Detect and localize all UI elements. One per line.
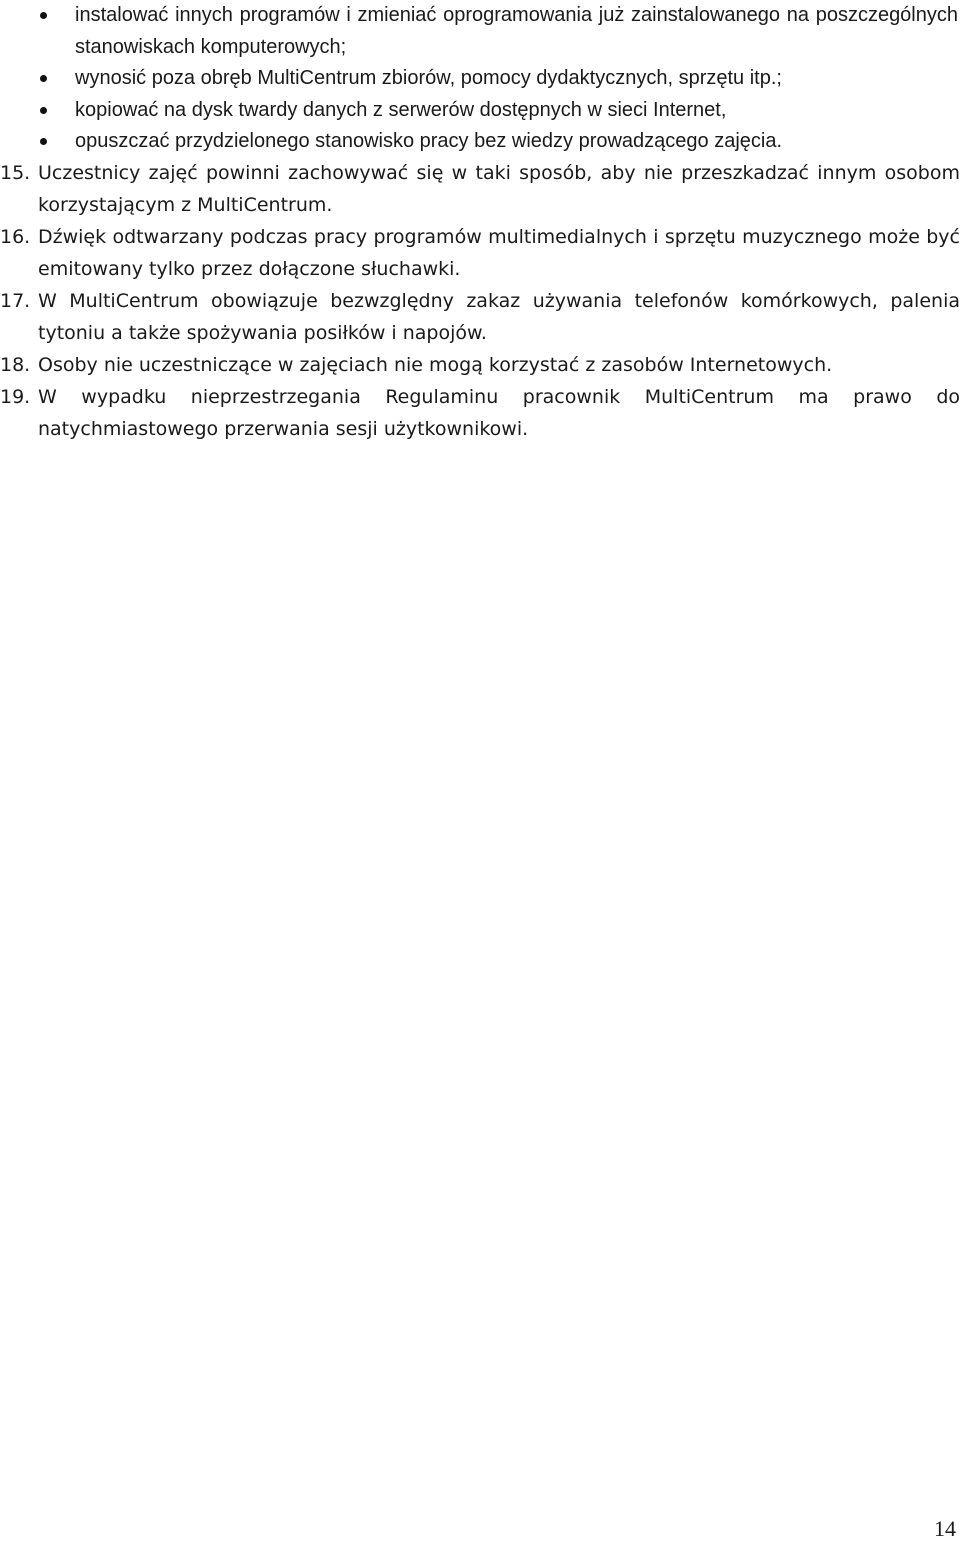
- list-item: [0, 0, 960, 63]
- list-item-text: kopiować na dysk twardy danych z serwerów dostępnych w sieci Internet,: [75, 98, 727, 121]
- rule-item: [0, 221, 960, 285]
- regulations-list: [0, 157, 960, 445]
- rule-text: Dźwięk odtwarzany podczas pracy programów multimedialnych i sprzętu muzycznego może być emitowany tylko przez dołączone słuchawki.: [38, 226, 960, 280]
- rule-text: Osoby nie uczestniczące w zajęciach nie mogą korzystać z zasobów Internetowych.: [38, 354, 833, 376]
- rule-number: 17.: [0, 290, 31, 312]
- prohibited-actions-list: [0, 0, 960, 158]
- rule-item: [0, 157, 960, 221]
- list-item: [0, 95, 960, 127]
- page-number: 14: [934, 1516, 956, 1541]
- rule-item: [0, 285, 960, 349]
- rule-item: [0, 381, 960, 445]
- rule-number: 18.: [0, 354, 31, 376]
- rule-number: 16.: [0, 226, 31, 248]
- list-item: [0, 126, 960, 158]
- list-item-text: instalować innych programów i zmieniać oprogramowania już zainstalowanego na poszczególnych stanowiskach komputerowych;: [75, 4, 958, 58]
- rule-text: W MultiCentrum obowiązuje bezwzględny zakaz używania telefonów komórkowych, palenia tytoniu a także spożywania posiłków i napojów.: [38, 290, 960, 344]
- list-item-text: opuszczać przydzielonego stanowisko pracy bez wiedzy prowadzącego zajęcia.: [75, 130, 783, 152]
- rule-text: W wypadku nieprzestrzegania Regulaminu pracownik MultiCentrum ma prawo do natychmiastowego przerwania sesji użytkownikowi.: [38, 386, 960, 440]
- list-item-text: wynosić poza obręb MultiCentrum zbiorów, pomocy dydaktycznych, sprzętu itp.;: [75, 67, 782, 89]
- bullet-icon: [40, 107, 47, 114]
- rule-number: 19.: [0, 386, 31, 408]
- bullet-icon: [40, 75, 47, 82]
- rule-item: [0, 349, 960, 381]
- bullet-icon: [40, 12, 47, 19]
- bullet-icon: [40, 138, 47, 145]
- list-item: [0, 63, 960, 95]
- rule-number: 15.: [0, 162, 31, 184]
- rule-text: Uczestnicy zajęć powinni zachowywać się w taki sposób, aby nie przeszkadzać innym osobom korzystającym z MultiCentrum.: [38, 162, 960, 216]
